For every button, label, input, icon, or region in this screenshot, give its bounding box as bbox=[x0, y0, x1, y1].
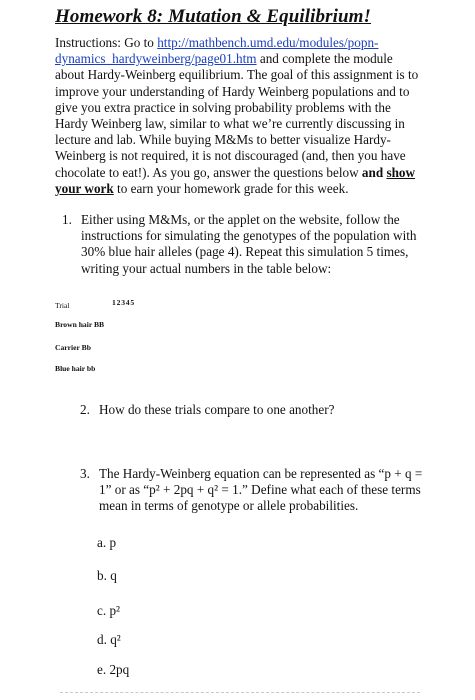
module-link[interactable]: http://mathbench.umd.edu/modules/popn-dynamics_hardyweinberg/page01.htm bbox=[55, 35, 379, 67]
subpart-e: e. 2pq bbox=[97, 662, 130, 677]
question-number: 3. bbox=[80, 466, 90, 481]
table-trial-numbers: 12345 bbox=[112, 298, 135, 307]
subpart-b: b. q bbox=[97, 568, 117, 583]
subpart-a: a. p bbox=[97, 535, 117, 550]
subpart-d: d. q² bbox=[97, 632, 121, 647]
table-row-brown-hair: Brown hair BB bbox=[55, 320, 105, 329]
question-1 bbox=[62, 212, 422, 277]
page-cutoff-divider bbox=[60, 692, 420, 697]
page-title: Homework 8: Mutation & Equilibrium! bbox=[55, 6, 372, 27]
table-row-carrier: Carrier Bb bbox=[55, 343, 91, 352]
instructions-bold-underline: show your work bbox=[55, 164, 416, 196]
question-text: The Hardy-Weinberg equation can be represented as “p + q = 1” or as “p² + 2pq + q² = 1.” Define what each of these terms mean in terms of genotype or allele probabilities. bbox=[99, 466, 423, 514]
table-trial-label: Trial bbox=[55, 301, 70, 310]
table-row-blue-hair: Blue hair bb bbox=[55, 364, 96, 373]
instructions-body: and complete the module about Hardy-Weinberg equilibrium. The goal of this assignment is to improve your understanding of Hardy Weinberg populations and to give you extra practice in solving probability problems with the Hardy Weinberg law, similar to what we’re currently discussing in lecture and lab. While buying M&Ms to better visualize Hardy-Weinberg is not required, it is not discouraged (and, then you have chocolate to eat!). As you go, answer the questions below bbox=[55, 51, 419, 180]
instructions-bold: and bbox=[361, 164, 387, 180]
question-text: How do these trials compare to one another? bbox=[99, 402, 335, 417]
question-3 bbox=[80, 466, 424, 515]
question-2 bbox=[80, 402, 420, 418]
subpart-c: c. p² bbox=[97, 603, 120, 618]
instructions-paragraph bbox=[55, 35, 423, 197]
instructions-lead: Instructions: Go to bbox=[55, 35, 158, 50]
instructions-tail: to earn your homework grade for this week. bbox=[113, 180, 349, 196]
question-number: 2. bbox=[80, 402, 90, 417]
question-text: Either using M&Ms, or the applet on the website, follow the instructions for simulating the genotypes of the population with 30% blue hair alleles (page 4). Repeat this simulation 5 times, writing your actual numbers in the table below: bbox=[81, 212, 417, 276]
question-number: 1. bbox=[62, 212, 72, 227]
